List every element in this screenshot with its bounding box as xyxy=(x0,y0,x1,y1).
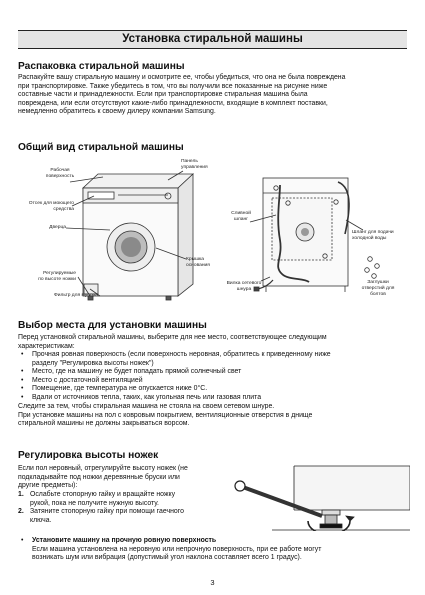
label-hole-caps: Заглушки отверстий для болтов xyxy=(361,280,395,297)
wrench-foot-illustration xyxy=(232,464,410,531)
foot-adjust-figure xyxy=(232,464,410,531)
list-item: 2. Затяните стопорную гайку при помощи гаечного ключа. xyxy=(18,508,184,524)
feet-note: • Установите машину на прочную ровную поверхность Если машина установлена на неровную или непрочную поверхность, при ее работе могут возникать шум или вибрация (допустимый угол наклона составляет всего 1 градус). xyxy=(18,537,410,563)
list-item: • Место, где на машину не будет попадать прямой солнечный свет xyxy=(21,368,242,376)
list-item: • Вдали от источников тепла, таких, как угольная печь или газовая плита xyxy=(21,393,262,401)
list-item: • Помещение, где температура не опускается ниже 0°C. xyxy=(21,385,208,393)
unpacking-line: повреждена, или если отсутствуют какие-либо принадлежности, входящие в комплект поставки, xyxy=(18,99,328,107)
list-item: 1. Ослабьте стопорную гайку и вращайте ножку рукой, пока не получите нужную высоту. xyxy=(18,491,176,507)
unpacking-heading: Распаковка стиральной машины xyxy=(18,61,185,72)
location-heading: Выбор места для установки машины xyxy=(18,320,207,331)
list-item: • Установите машину на прочную ровную поверхность xyxy=(21,537,217,544)
unpacking-line: Распакуйте вашу стиральную машину и осмотрите ее, чтобы убедиться, что она не была повреждена xyxy=(18,74,346,81)
feet-steps xyxy=(18,491,233,525)
label-door: Дверца xyxy=(49,225,66,230)
label-control-panel: Панель управления xyxy=(181,159,208,170)
label-adjustable-feet: Регулируемые по высоте ножки xyxy=(38,271,76,282)
page-title: Установка стиральной машины xyxy=(18,30,407,49)
unpacking-paragraph xyxy=(18,74,410,117)
location-bullets xyxy=(18,351,410,403)
label-detergent-drawer: Отсек для моющего средства xyxy=(28,201,74,212)
unpacking-line: при транспортировке. Также убедитесь в том, что вы получили все показанные на рисунке ниже xyxy=(18,82,328,90)
label-lint-filter: Фильтр для мусора xyxy=(54,293,98,298)
list-item: • Место с достаточной вентиляцией xyxy=(21,376,143,384)
page-number: 3 xyxy=(210,578,215,587)
unpacking-line: составные части и принадлежности. Если при транспортировке стиральная машина была xyxy=(18,91,308,99)
label-base-cover: Крышка основания xyxy=(186,257,210,268)
unpacking-line: немедленно обратитесь к своему дилеру компании Samsung. xyxy=(18,108,216,116)
overview-heading: Общий вид стиральной машины xyxy=(18,142,184,153)
label-power-cord: Вилка сетевого шнура xyxy=(226,281,262,292)
feet-heading: Регулировка высоты ножек xyxy=(18,450,159,461)
location-outro: Следите за тем, чтобы стиральная машина не стояла на своем сетевом шнуре. При установке машины на пол с ковровым покрытием, вентиляционные отверстия в днище стиральной машины не должны закрываться ворсом. xyxy=(18,403,313,428)
label-work-surface: Рабочая поверхность xyxy=(45,168,75,179)
label-drain-hose: Сливной шланг xyxy=(231,211,251,222)
label-water-hose: Шланг для подачи холодной воды xyxy=(352,230,394,241)
list-item: • Прочная ровная поверхность (если поверхность неровная, обратитесь к приведенному ниже разделу "Регулировка высоты ножек") xyxy=(21,351,331,367)
location-intro: Перед установкой стиральной машины, выберите для нее место, соответствующее следующим характеристикам: xyxy=(18,334,327,350)
feet-intro: Если пол неровный, отрегулируйте высоту ножек (не подкладывайте под ножки деревянные бруски или другие предметы): xyxy=(18,465,188,490)
washer-overview-figure xyxy=(18,158,410,303)
